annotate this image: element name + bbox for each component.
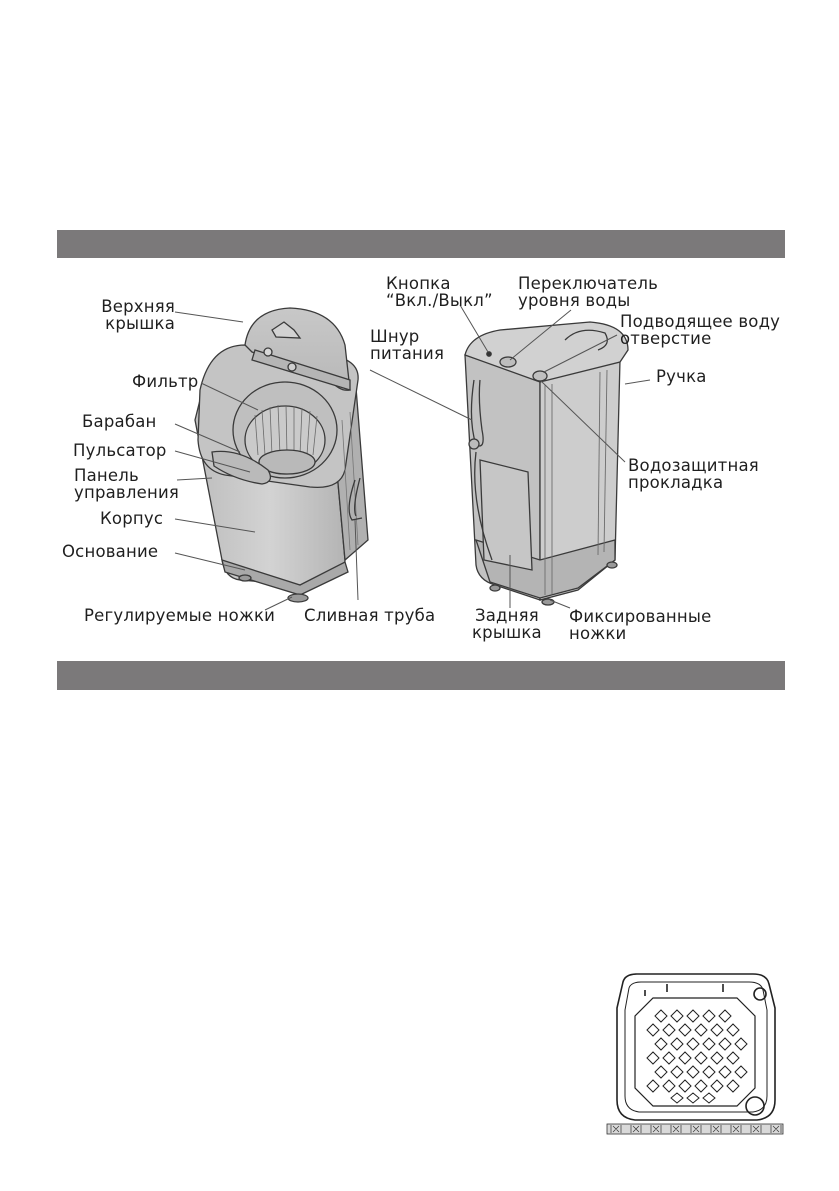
label-fixed-feet-line1: Фиксированные xyxy=(569,607,712,626)
label-control-panel-line1: Панель xyxy=(74,466,139,485)
label-top-lid-line2: крышка xyxy=(105,314,175,333)
label-back-cover-line1: Задняя xyxy=(474,606,539,625)
label-power-cord xyxy=(370,328,444,362)
label-fixed-feet xyxy=(569,608,711,642)
label-power-cord-line2: питания xyxy=(370,344,445,363)
label-handle: Ручка xyxy=(656,367,707,386)
label-waterproof-gasket xyxy=(628,457,759,491)
label-water-inlet-line1: Подводящее воду xyxy=(620,312,781,331)
label-control-panel xyxy=(74,467,179,501)
label-base: Основание xyxy=(62,542,159,561)
label-control-panel-line2: управления xyxy=(74,483,179,502)
basket-strip xyxy=(607,1124,783,1134)
label-top-lid xyxy=(95,298,175,332)
label-top-lid-line1: Верхняя xyxy=(101,297,175,316)
label-waterproof-gasket-line1: Водозащитная xyxy=(628,456,759,475)
laundry-basket-illustration xyxy=(605,968,785,1136)
label-power-cord-line1: Шнур xyxy=(370,327,420,346)
label-water-level-switch-line1: Переключатель xyxy=(518,274,659,293)
label-fixed-feet-line2: ножки xyxy=(569,624,627,643)
label-water-level-switch-line2: уровня воды xyxy=(518,291,631,310)
label-filter: Фильтр xyxy=(132,372,199,391)
label-power-button xyxy=(386,275,493,309)
label-water-inlet xyxy=(620,313,780,347)
label-waterproof-gasket-line2: прокладка xyxy=(628,473,724,492)
label-water-inlet-line2: отверстие xyxy=(620,329,712,348)
label-drum: Барабан xyxy=(82,412,157,431)
basket-mesh xyxy=(647,1010,747,1103)
front-machine-illustration xyxy=(195,308,368,602)
rear-machine-illustration xyxy=(465,322,628,605)
label-drain-pipe: Сливная труба xyxy=(304,606,436,625)
label-power-button-line2: “Вкл./Выкл” xyxy=(386,291,493,310)
label-back-cover xyxy=(472,607,542,641)
label-power-button-line1: Кнопка xyxy=(386,274,451,293)
label-back-cover-line2: крышка xyxy=(472,623,542,642)
label-body: Корпус xyxy=(100,509,164,528)
label-adjustable-feet: Регулируемые ножки xyxy=(84,606,276,625)
label-pulsator: Пульсатор xyxy=(73,441,167,460)
label-water-level-switch xyxy=(518,275,658,309)
